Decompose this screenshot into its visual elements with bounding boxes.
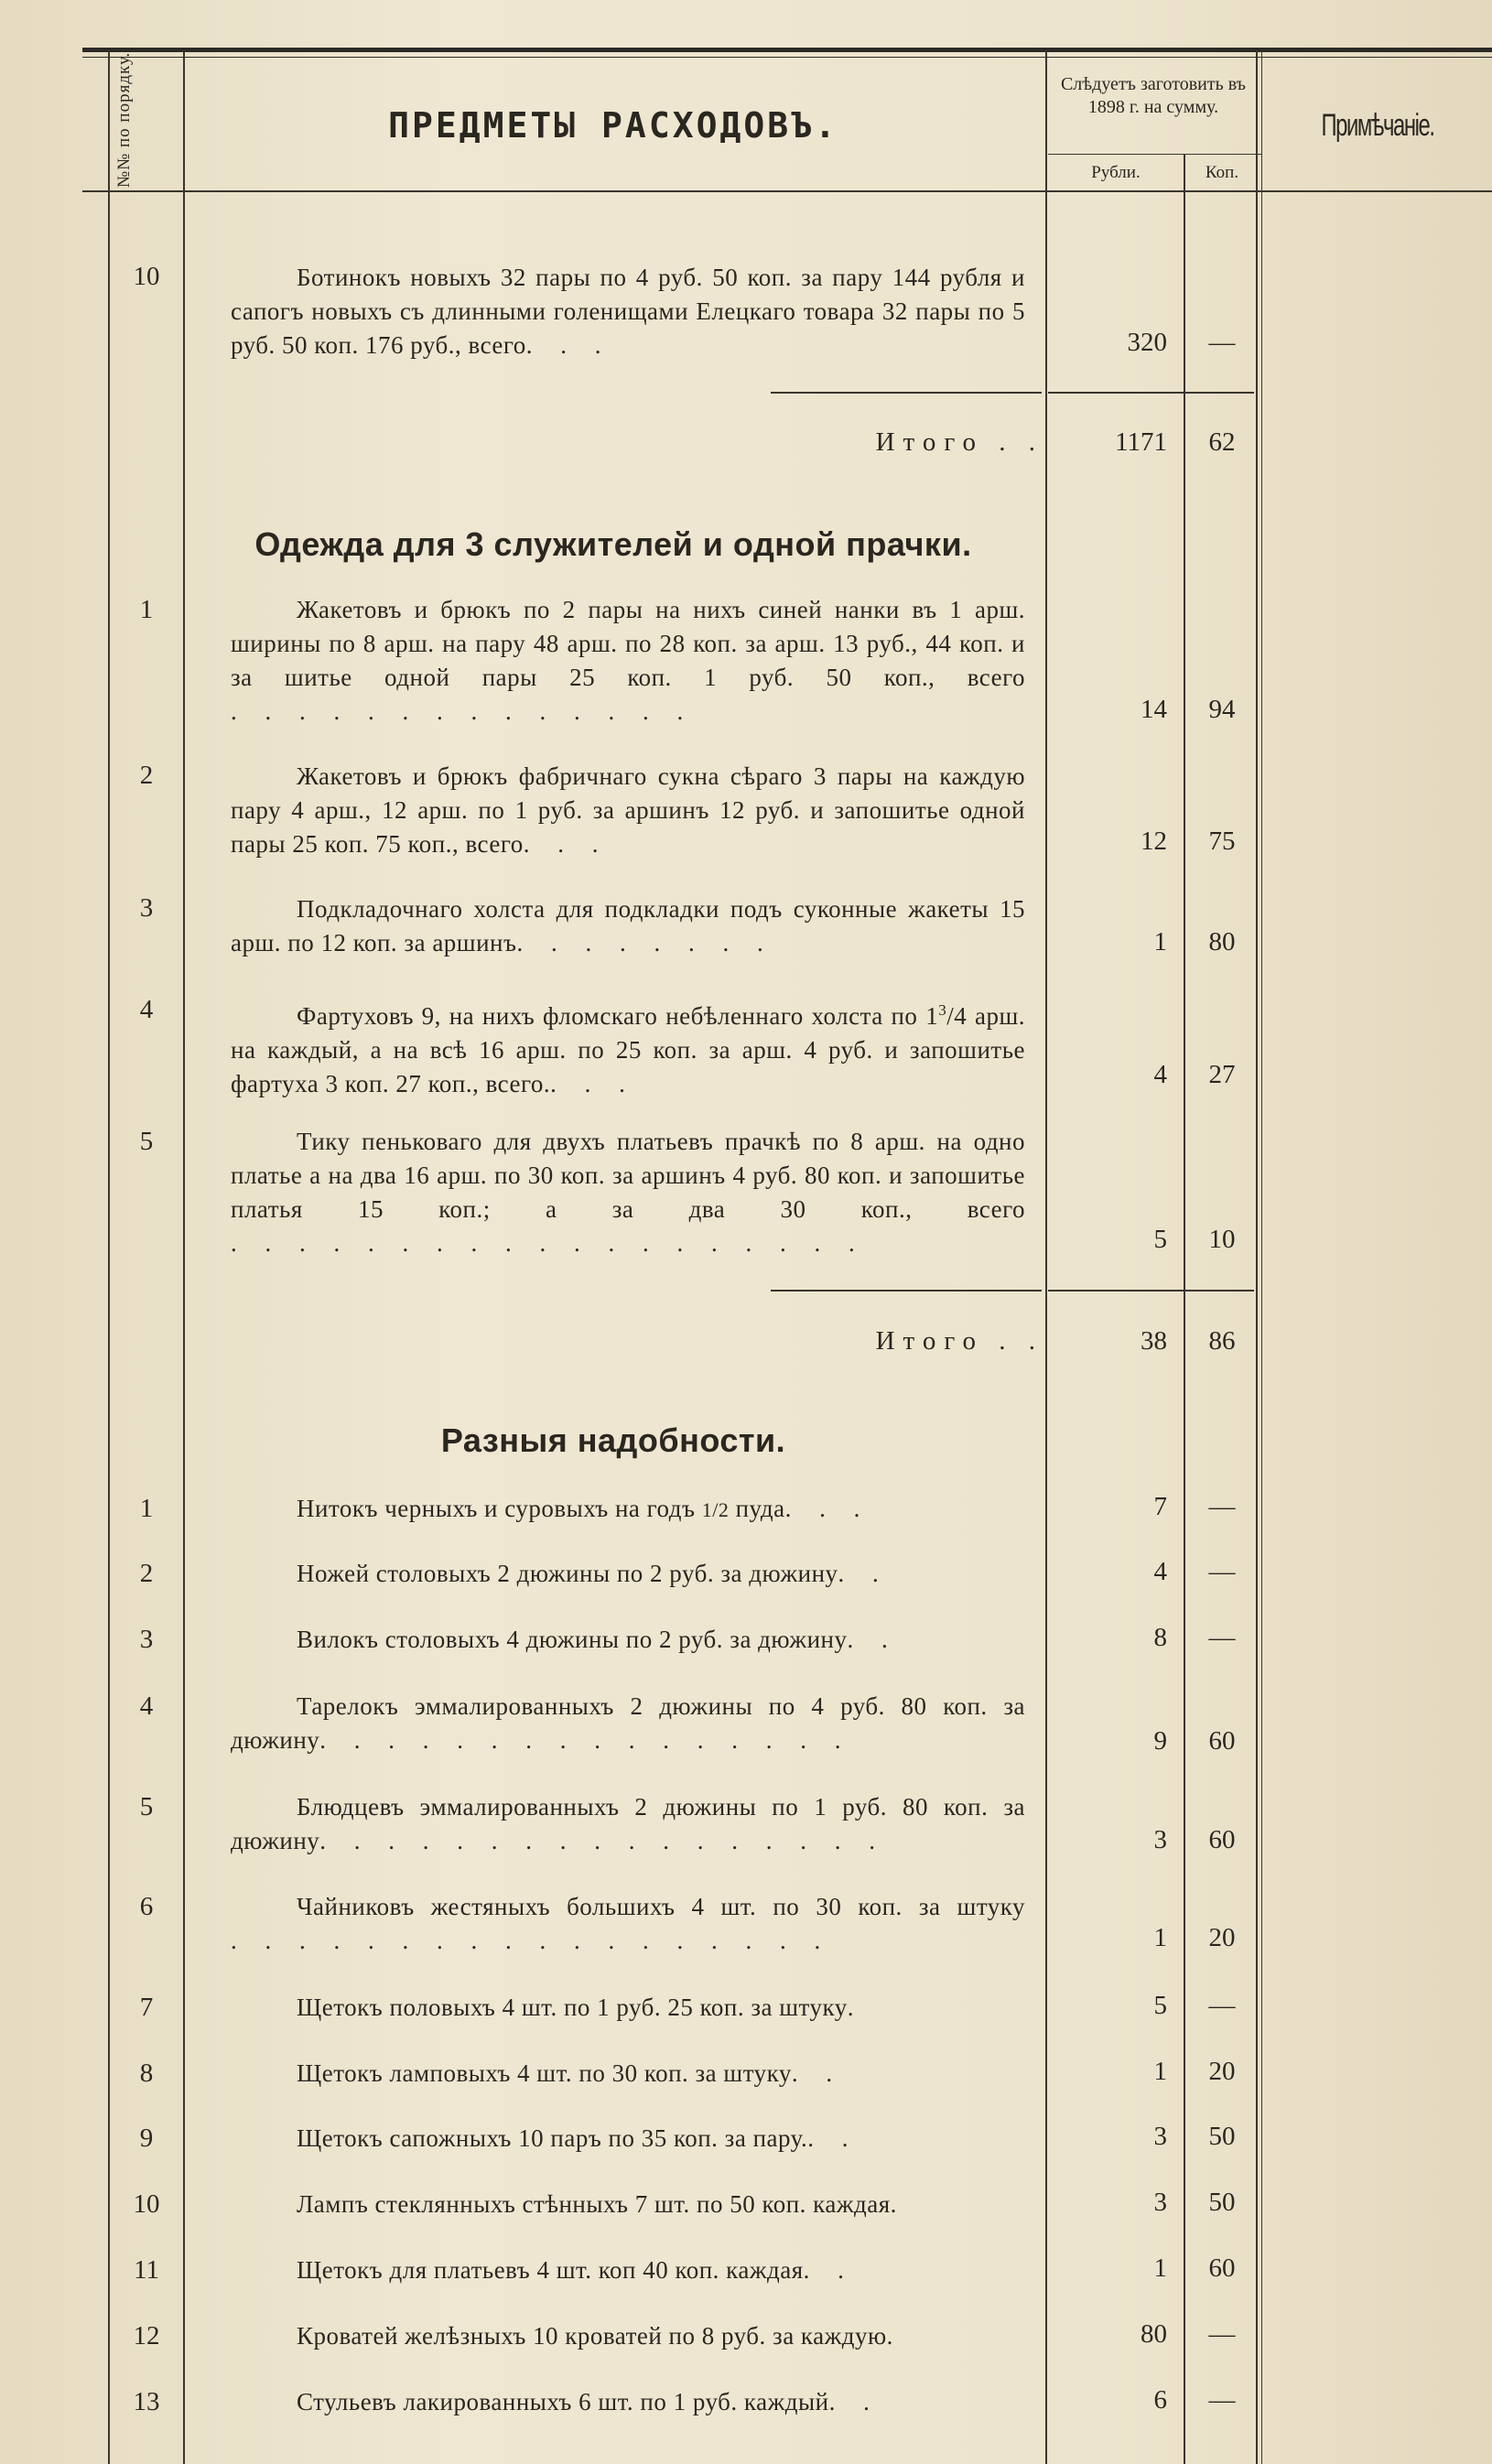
header-number-column: №№ по порядку. <box>114 51 134 188</box>
row-kop: 10 <box>1208 1225 1236 1254</box>
row-description: Чайниковъ жестяныхъ большихъ 4 шт. по 30 коп. за штуку. . . . . . . . . . . . . . . . . . <box>231 1893 1025 1954</box>
row-number: 3 <box>139 893 154 923</box>
header-bottom-rule <box>82 190 1492 192</box>
total-kop: 86 <box>1208 1326 1236 1356</box>
row-rub: 14 <box>1141 695 1167 724</box>
row-rub: 320 <box>1127 328 1167 357</box>
sum-subheader-rule <box>1048 154 1261 155</box>
row-rub: 5 <box>1153 1991 1167 2020</box>
total-rule <box>771 1290 1042 1291</box>
header-due-sum: Слѣдуетъ заготовить въ 1898 г. на сумму. <box>1060 74 1247 117</box>
row-kop: 27 <box>1208 1060 1236 1089</box>
row-number: 13 <box>133 2387 160 2416</box>
row-number: 4 <box>139 995 154 1024</box>
desc-col-rule <box>1045 50 1047 2464</box>
row-description: Ножей столовыхъ 2 дюжины по 2 руб. за дюжину. . <box>297 1560 890 1587</box>
row-number: 10 <box>133 2189 160 2219</box>
row-number: 1 <box>139 595 154 624</box>
header-kop: Коп. <box>1205 163 1239 182</box>
num-col-rule <box>183 50 185 2464</box>
row-number: 11 <box>134 2255 159 2285</box>
row-number: 1 <box>139 1494 154 1523</box>
row-number: 2 <box>139 1559 154 1588</box>
row-rub: 6 <box>1153 2385 1167 2415</box>
row-number: 12 <box>133 2321 160 2351</box>
row-rub: 3 <box>1153 2188 1167 2217</box>
row-number: 7 <box>139 1993 154 2022</box>
row-number: 9 <box>139 2124 154 2153</box>
row-description: Вилокъ столовыхъ 4 дюжины по 2 руб. за дюжину. . <box>297 1626 899 1653</box>
total-rub: 1171 <box>1115 427 1167 457</box>
row-kop: 50 <box>1208 2122 1236 2151</box>
row-description: Щетокъ половыхъ 4 шт. по 1 руб. 25 коп. за штуку. <box>297 1994 865 2021</box>
row-number: 6 <box>139 1892 154 1921</box>
row-rub: 1 <box>1153 2253 1167 2283</box>
total-rule <box>771 392 1042 394</box>
top-double-rule <box>82 48 1492 52</box>
row-kop: 50 <box>1208 2188 1236 2217</box>
row-description: Стульевъ лакированныхъ 6 шт. по 1 руб. каждый. . <box>297 2388 881 2415</box>
row-rub: 4 <box>1153 1060 1167 1089</box>
row-kop: — <box>1208 2319 1236 2349</box>
row-kop: — <box>1208 1557 1236 1586</box>
row-number: 3 <box>139 1625 154 1654</box>
row-number: 5 <box>139 1127 154 1156</box>
row-kop: 94 <box>1208 695 1236 724</box>
row-description: Блюдцевъ эммалированныхъ 2 дюжины по 1 руб. 80 коп. за дюжину. . . . . . . . . . . . . . . . . <box>231 1793 1025 1854</box>
row-kop: 20 <box>1208 1923 1236 1952</box>
row-description: Фартуховъ 9, на нихъ фломскаго небѣленнаго холста по $1^3/4$ арш. на каждый, а на всѣ 16 арш. по 25 коп. за арш. 4 руб. и запошитье фартуха 3 коп. 27 коп., всего.. . . <box>231 1001 1025 1097</box>
row-rub: 1 <box>1153 1923 1167 1952</box>
rub-col-rule <box>1184 154 1185 2464</box>
total-kop: 62 <box>1208 427 1236 457</box>
row-description: Подкладочнаго холста для подкладки подъ суконные жакеты 15 арш. по 12 коп. за аршинъ. . . . . . . . <box>231 895 1025 956</box>
header-note: Примѣчаніе. <box>1321 108 1434 143</box>
row-description: Нитокъ черныхъ и суровыхъ на годъ 1/2 пуда. . . <box>297 1495 871 1522</box>
row-description: Тарелокъ эммалированныхъ 2 дюжины по 4 руб. 80 коп. за дюжину. . . . . . . . . . . . . . . . <box>231 1692 1025 1754</box>
row-kop: — <box>1208 1991 1236 2020</box>
row-description: Щетокъ ламповыхъ 4 шт. по 30 коп. за штуку. . <box>297 2059 844 2087</box>
top-thin-rule <box>82 57 1492 58</box>
row-description: Жакетовъ и брюкъ фабричнаго сукна сѣраго 3 пары на каждую пару 4 арш., 12 арш. по 1 руб. за аршинъ 12 руб. и запошитье одной пары 25 коп. 75 коп., всего. . . <box>231 762 1025 858</box>
row-kop: — <box>1208 1492 1236 1521</box>
row-rub: 3 <box>1153 2122 1167 2151</box>
row-kop: 60 <box>1208 2253 1236 2283</box>
row-number: 2 <box>139 761 154 790</box>
row-number: 4 <box>139 1691 154 1721</box>
row-kop: — <box>1208 328 1236 357</box>
row-description: Щетокъ для платьевъ 4 шт. коп 40 коп. каждая. . <box>297 2256 855 2284</box>
row-kop: 75 <box>1208 827 1236 856</box>
row-description: Тику пеньковаго для двухъ платьевъ прачкѣ по 8 арш. на одно платье а на два 16 арш. по 30 коп. за аршинъ 4 руб. 80 коп. и запошитье платья 15 коп.; а за два 30 коп., всего. . . . . . . . . . . . . . . . . . . <box>231 1128 1025 1257</box>
row-rub: 5 <box>1153 1225 1167 1254</box>
row-rub: 8 <box>1153 1623 1167 1652</box>
note-col-rule <box>1261 50 1262 2464</box>
left-border <box>108 50 110 2464</box>
row-rub: 4 <box>1153 1557 1167 1586</box>
row-description: Лампъ стеклянныхъ стѣнныхъ 7 шт. по 50 коп. каждая. <box>297 2190 897 2218</box>
row-number: 5 <box>139 1792 154 1821</box>
row-rub: 9 <box>1153 1726 1167 1756</box>
row-rub: 7 <box>1153 1492 1167 1521</box>
total-label: Итого . . <box>875 427 1043 457</box>
row-number: 10 <box>133 262 160 291</box>
row-rub: 12 <box>1141 827 1167 856</box>
row-description: Ботинокъ новыхъ 32 пары по 4 руб. 50 коп. за пару 144 рубля и сапогъ новыхъ съ длинными голенищами Елецкаго товара 32 пары по 5 руб. 50 коп. 176 руб., всего. . . <box>231 264 1025 359</box>
section-heading: Разныя надобности. <box>440 1421 786 1459</box>
row-kop: — <box>1208 1623 1236 1652</box>
total-rule <box>1048 1290 1254 1291</box>
kop-col-rule <box>1256 50 1258 2464</box>
header-rub: Рубли. <box>1091 163 1141 182</box>
row-description: Кроватей желѣзныхъ 10 кроватей по 8 руб. за каждую. <box>297 2322 893 2350</box>
row-kop: — <box>1208 2385 1236 2415</box>
total-label: Итого . . <box>875 1326 1043 1356</box>
row-description: Щетокъ сапожныхъ 10 паръ по 35 коп. за пару.. . <box>297 2124 860 2152</box>
row-kop: 60 <box>1208 1825 1236 1854</box>
header-title: ПРЕДМЕТЫ РАСХОДОВЪ. <box>388 105 838 146</box>
row-kop: 20 <box>1208 2057 1236 2086</box>
row-rub: 80 <box>1141 2319 1167 2349</box>
row-rub: 1 <box>1153 927 1167 956</box>
row-kop: 80 <box>1208 927 1236 956</box>
total-rub: 38 <box>1141 1326 1167 1356</box>
row-rub: 3 <box>1153 1825 1167 1854</box>
row-rub: 1 <box>1153 2057 1167 2086</box>
section-heading: Одежда для 3 служителей и одной прачки. <box>254 525 972 563</box>
row-description: Жакетовъ и брюкъ по 2 пары на нихъ синей нанки въ 1 арш. ширины по 8 арш. на пару 48 арш. по 28 коп. за арш. 13 руб., 44 коп. и за шитье одной пары 25 коп. 1 руб. 50 коп., всего. . . . . . . . . . . . . . <box>231 596 1025 725</box>
row-kop: 60 <box>1208 1726 1236 1756</box>
total-rule <box>1048 392 1254 394</box>
row-number: 8 <box>139 2059 154 2088</box>
